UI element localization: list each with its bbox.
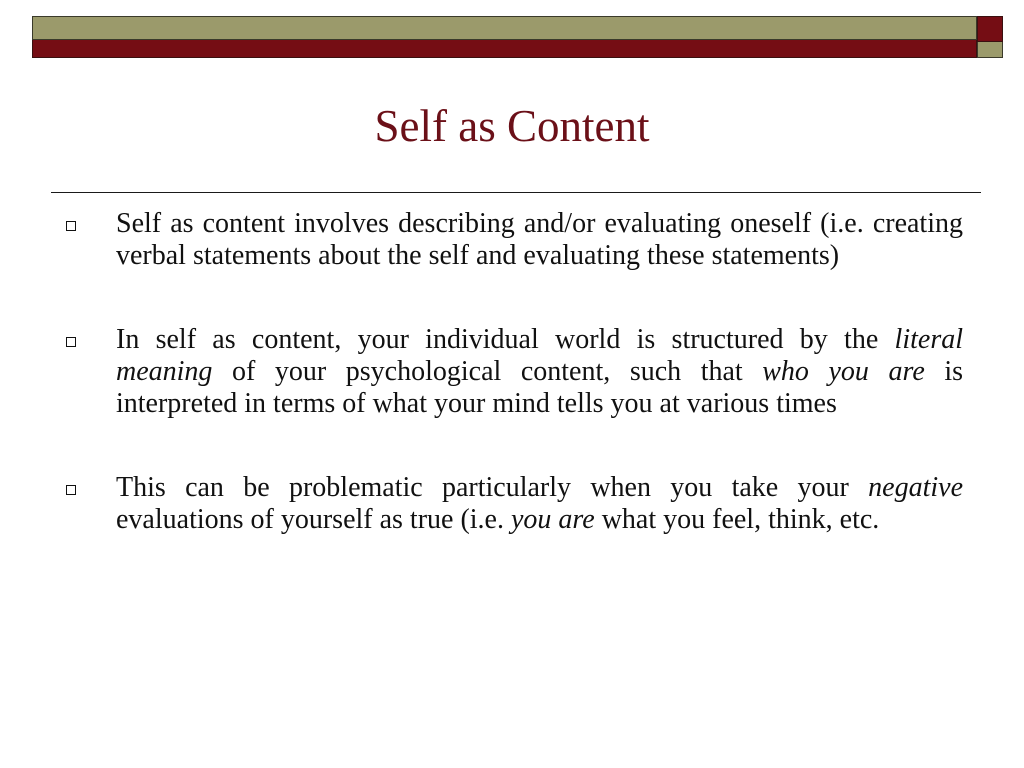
bullet-item [66,324,963,420]
bullet-text-run: evaluations of yourself as true (i.e. [116,504,511,535]
header-bar-red [32,40,977,58]
title-divider [51,192,981,193]
header-bar-olive [32,16,977,40]
bullet-text-run: is interpreted in terms of what your mind tells you at various times [116,356,964,419]
bullet-text-run: In self as content, your individual world is structured by the [116,324,895,355]
bullet-item [66,208,963,272]
bullet-item [66,472,963,536]
bullet-text [116,472,963,535]
bullet-text-italic: negative [868,472,963,503]
bullet-text [116,208,963,271]
hollow-square-bullet-icon [66,337,76,347]
bullet-text-run: This can be problematic particularly when you take your [116,472,869,503]
bullet-list [66,208,963,588]
bullet-text-run: what you feel, think, etc. [594,504,880,535]
bullet-text-italic: literal meaning [116,324,963,387]
bullet-text-italic: you are [510,504,595,535]
hollow-square-bullet-icon [66,221,76,231]
bullet-text-italic: who you are [762,356,925,387]
bullet-text [116,324,963,419]
slide-title: Self as Content [374,101,650,151]
hollow-square-bullet-icon [66,485,76,495]
corner-square-red [977,16,1003,42]
bullet-text-run: of your psychological content, such that [212,356,763,387]
corner-square-olive [977,42,1003,58]
bullet-text-run: Self as content involves describing and/or evaluating oneself (i.e. creating verbal statements about the self and evaluating these statements) [116,208,963,271]
